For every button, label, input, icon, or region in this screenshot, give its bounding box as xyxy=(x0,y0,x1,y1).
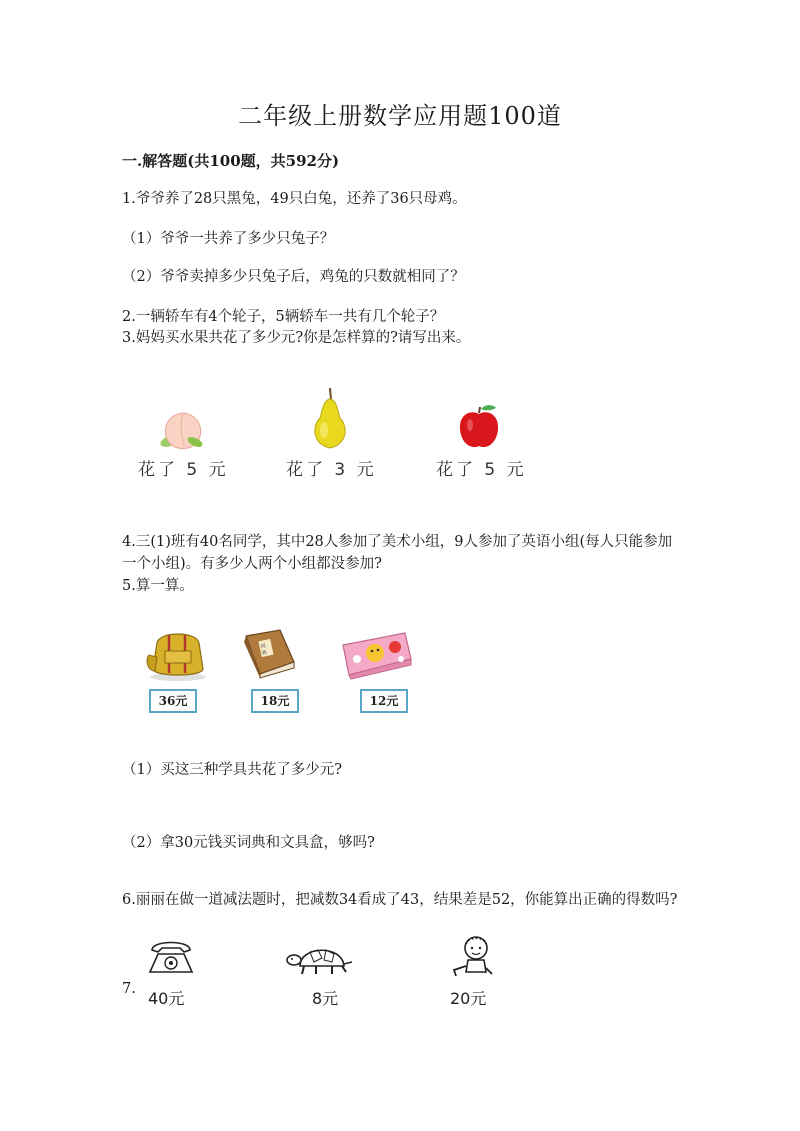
question-6: 6.丽丽在做一道减法题时，把减数34看成了43，结果差是52，你能算出正确的得数吗? xyxy=(122,892,678,908)
section-heading: 一.解答题(共100题，共592分) xyxy=(122,152,340,170)
backpack-icon xyxy=(145,627,211,681)
price-box-pencil-case: 12元 xyxy=(360,689,408,713)
svg-text:词: 词 xyxy=(260,643,267,651)
question-5-sub-2: （2）拿30元钱买词典和文具盒，够吗? xyxy=(122,835,375,851)
telephone-icon xyxy=(146,938,196,978)
peach-icon xyxy=(158,405,208,453)
question-1-sub-2: （2）爷爷卖掉多少只兔子后，鸡兔的只数就相同了？ xyxy=(122,269,465,285)
price-box-backpack: 36元 xyxy=(149,689,197,713)
fruit-caption-3: 花了 5 元 xyxy=(436,460,527,480)
apple-icon xyxy=(456,403,502,451)
doll-icon xyxy=(448,934,496,980)
price-doll: 20元 xyxy=(450,989,487,1008)
pencil-case-icon xyxy=(339,629,415,681)
question-7-label: 7. xyxy=(122,981,136,997)
price-telephone: 40元 xyxy=(148,989,185,1008)
question-5-sub-1: （1）买这三种学具共花了多少元? xyxy=(122,762,342,778)
question-1: 1.爷爷养了28只黑兔，49只白兔，还养了36只母鸡。 xyxy=(122,191,467,207)
fruit-caption-2: 花了 3 元 xyxy=(286,460,377,480)
question-5: 5.算一算。 xyxy=(122,578,194,594)
page-title: 二年级上册数学应用题100道 xyxy=(238,102,562,130)
question-3: 3.妈妈买水果共花了多少元?你是怎样算的?请写出来。 xyxy=(122,330,471,346)
fruit-caption-1: 花了 5 元 xyxy=(138,460,229,480)
question-1-sub-1: （1）爷爷一共养了多少只兔子？ xyxy=(122,231,335,247)
price-turtle-toy: 8元 xyxy=(312,989,339,1008)
svg-text:典: 典 xyxy=(261,649,268,657)
turtle-toy-icon xyxy=(286,938,356,978)
dictionary-icon xyxy=(240,628,298,680)
price-box-dictionary: 18元 xyxy=(251,689,299,713)
question-2: 2.一辆轿车有4个轮子，5辆轿车一共有几个轮子？ xyxy=(122,309,445,325)
pear-icon xyxy=(306,386,354,452)
question-4: 4.三(1)班有40名同学，其中28人参加了美术小组，9人参加了英语小组(每人只能参加一个小组)。有多少人两个小组都没参加? xyxy=(122,534,673,572)
